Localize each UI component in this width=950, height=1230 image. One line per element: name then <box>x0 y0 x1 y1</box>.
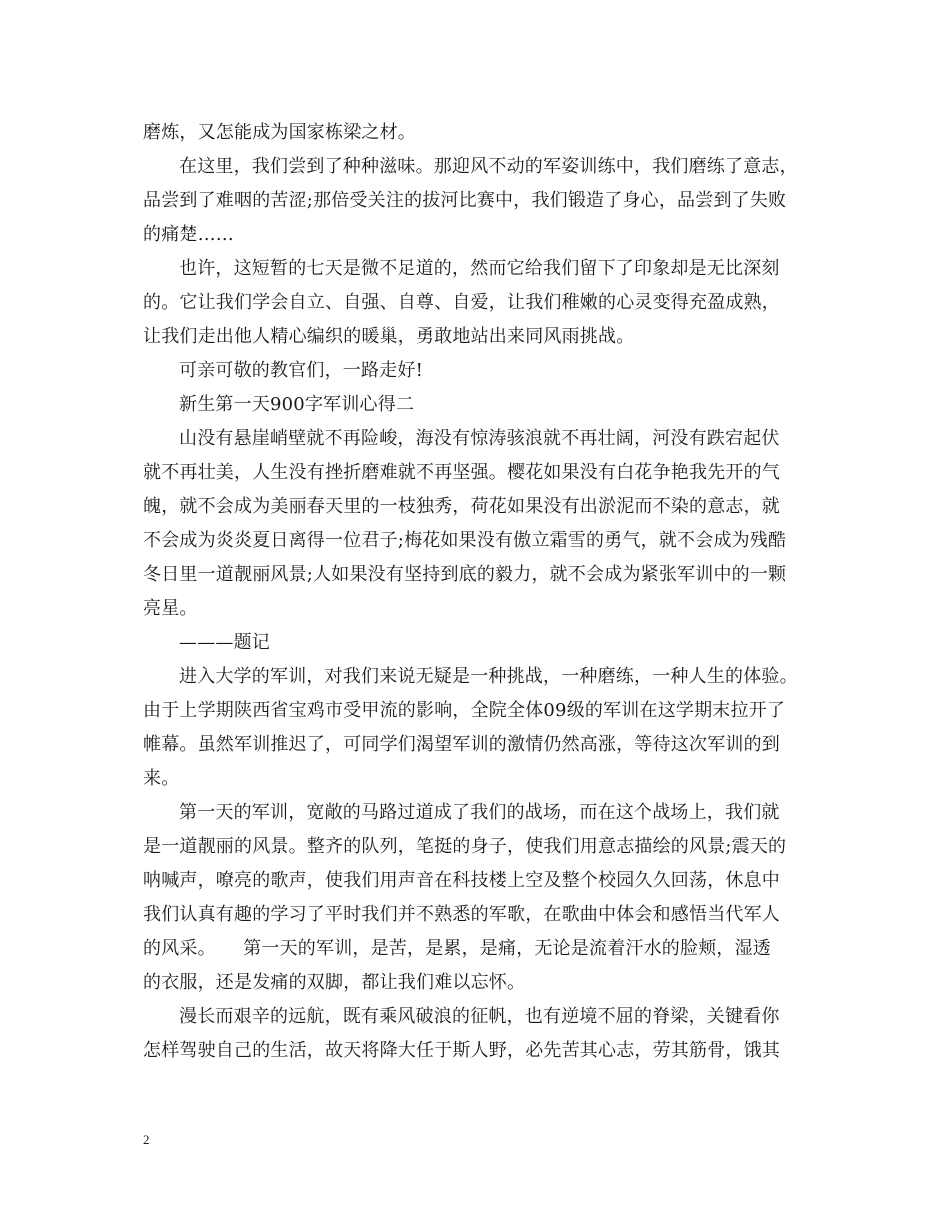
text-line: 就不再壮美，人生没有挫折磨难就不再坚强。樱花如果没有白花争艳我先开的气 <box>143 462 780 483</box>
text-line: 帷幕。虽然军训推迟了，可同学们渴望军训的激情仍然高涨，等待这次军训的到 <box>143 734 780 755</box>
text-line: 呐喊声，嘹亮的歌声，使我们用声音在科技楼上空及整个校园久久回荡，休息中 <box>143 870 780 891</box>
text-line: 品尝到了难咽的苦涩;那倍受关注的拔河比赛中，我们锻造了身心，品尝到了失败 <box>143 190 787 211</box>
text-line: 的风采。 第一天的军训，是苦，是累，是痛，无论是流着汗水的脸颊，湿透 <box>143 938 771 959</box>
text-line: 进入大学的军训，对我们来说无疑是一种挑战，一种磨练，一种人生的体验。 <box>179 666 798 687</box>
text-line: 由于上学期陕西省宝鸡市受甲流的影响，全院全体09级的军训在这学期末拉开了 <box>143 700 786 721</box>
text-line: 的衣服，还是发痛的双脚，都让我们难以忘怀。 <box>143 972 526 993</box>
page-number: 2 <box>143 1132 150 1147</box>
text-line: 我们认真有趣的学习了平时我们并不熟悉的军歌，在歌曲中体会和感悟当代军人 <box>143 904 780 925</box>
text-line: 不会成为炎炎夏日离得一位君子;梅花如果没有傲立霜雪的勇气，就不会成为残酷 <box>143 530 787 551</box>
text-line: 山没有悬崖峭壁就不再险峻，海没有惊涛骇浪就不再壮阔，河没有跌宕起伏 <box>179 428 780 449</box>
text-line: 怎样驾驶自己的生活，故天将降大任于斯人野，必先苦其心志，劳其筋骨，饿其 <box>143 1040 780 1061</box>
text-line: 的痛楚…… <box>143 224 234 245</box>
text-line: 冬日里一道靓丽风景;人如果没有坚持到底的毅力，就不会成为紧张军训中的一颗 <box>143 564 787 585</box>
text-line: 可亲可敬的教官们，一路走好! <box>179 360 424 381</box>
text-line: 亮星。 <box>143 598 198 619</box>
text-line: 磨炼，又怎能成为国家栋梁之材。 <box>143 122 416 143</box>
text-line: 也许，这短暂的七天是微不足道的，然而它给我们留下了印象却是无比深刻 <box>179 258 780 279</box>
text-line: 的。它让我们学会自立、自强、自尊、自爱，让我们稚嫩的心灵变得充盈成熟， <box>143 292 780 313</box>
text-line: 魄，就不会成为美丽春天里的一枝独秀，荷花如果没有出淤泥而不染的意志，就 <box>143 496 780 517</box>
text-line: 来。 <box>143 768 180 789</box>
text-line: 新生第一天900字军训心得二 <box>179 394 415 415</box>
text-line: 漫长而艰辛的远航，既有乘风破浪的征帆，也有逆境不屈的脊梁，关键看你 <box>179 1006 780 1027</box>
text-line: ———题记 <box>179 632 270 653</box>
text-line: 是一道靓丽的风景。整齐的队列，笔挺的身子，使我们用意志描绘的风景;震天的 <box>143 836 787 857</box>
body-text <box>143 116 823 1068</box>
text-line: 第一天的军训，宽敞的马路过道成了我们的战场，而在这个战场上，我们就 <box>179 802 780 823</box>
text-line: 在这里，我们尝到了种种滋味。那迎风不动的军姿训练中，我们磨练了意志， <box>179 156 798 177</box>
text-line: 让我们走出他人精心编织的暖巢，勇敢地站出来同风雨挑战。 <box>143 326 635 347</box>
